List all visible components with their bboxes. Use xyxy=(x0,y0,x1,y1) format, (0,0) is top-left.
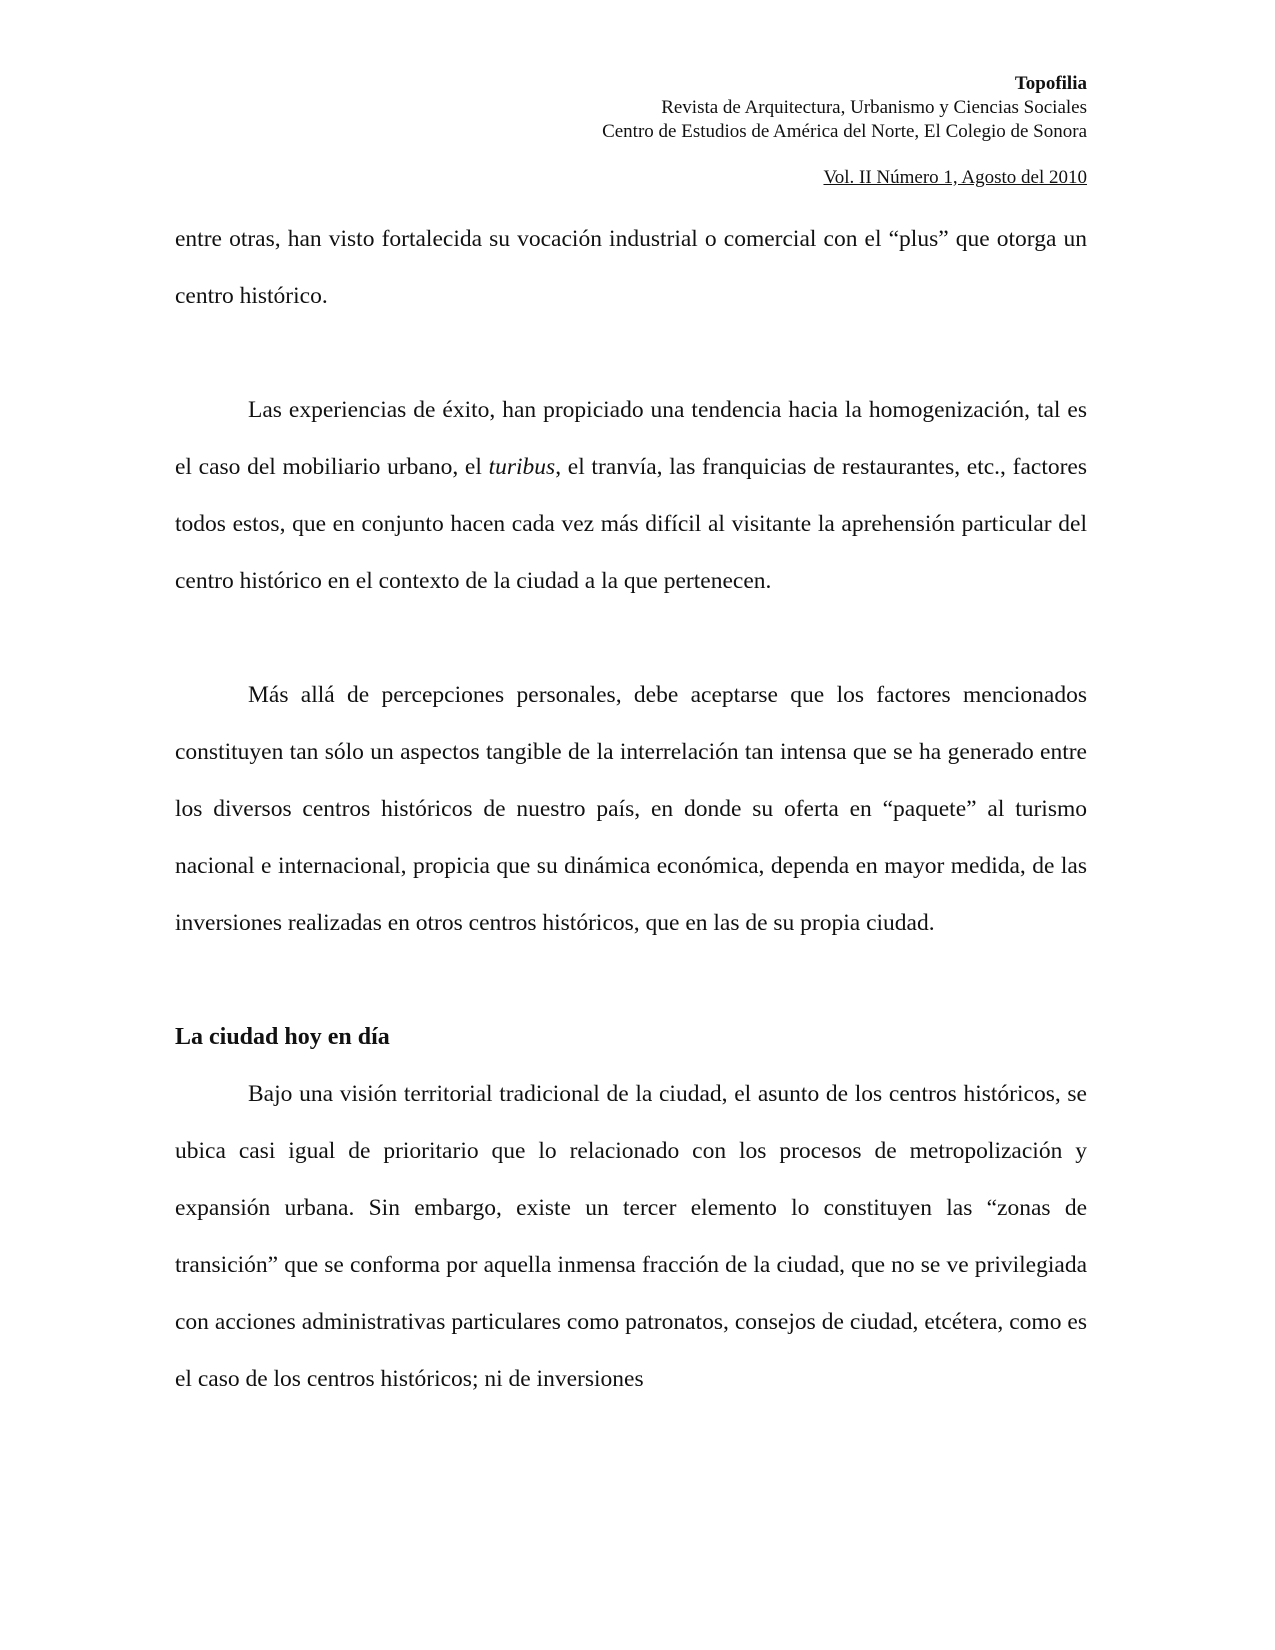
paragraph-2-text-b: , el tranvía, las franquicias de restaurantes, etc., factores todos estos, que en conjunto hacen cada vez más difícil al visitante la aprehensión particular del centro histórico en el contexto de la ciudad a la que pertenecen. xyxy=(175,454,1087,594)
paragraph-gap xyxy=(175,325,1087,382)
journal-subtitle: Revista de Arquitectura, Urbanismo y Ciencias Sociales xyxy=(661,97,1087,118)
journal-title: Topofilia xyxy=(1014,73,1087,94)
journal-institution: Centro de Estudios de América del Norte, El Colegio de Sonora xyxy=(602,121,1087,142)
paragraph-4: Bajo una visión territorial tradicional de la ciudad, el asunto de los centros históricos, se ubica casi igual de prioritario que lo relacionado con los procesos de metropolización y expansión urbana. Sin embargo, existe un tercer elemento lo constituyen las “zonas de transición” que se conforma por aquella inmensa fracción de la ciudad, que no se ve privilegiada con acciones administrativas particulares como patronatos, consejos de ciudad, etcétera, como es el caso de los centros históricos; ni de inversiones xyxy=(175,1081,1087,1392)
paragraph-1: entre otras, han visto fortalecida su vocación industrial o comercial con el “plus” que otorga un centro histórico. xyxy=(175,226,1087,309)
paragraph-gap xyxy=(175,610,1087,667)
paragraph-3: Más allá de percepciones personales, debe aceptarse que los factores mencionados constituyen tan sólo un aspectos tangible de la interrelación tan intensa que se ha generado entre los diversos centros históricos de nuestro país, en donde su oferta en “paquete” al turismo nacional e internacional, propicia que su dinámica económica, dependa en mayor medida, de las inversiones realizadas en otros centros históricos, que en las de su propia ciudad. xyxy=(175,682,1087,936)
paragraph-2-italic: turibus xyxy=(488,454,556,480)
paragraph-2 xyxy=(175,382,1087,610)
issue-info: Vol. II Número 1, Agosto del 2010 xyxy=(823,167,1087,188)
paragraph-gap xyxy=(175,952,1087,1009)
paragraph-2-text-a: Las experiencias de éxito, han propiciado una tendencia hacia la homogenización, tal es el caso del mobiliario urbano, el xyxy=(175,397,1087,480)
page-header xyxy=(602,72,1087,190)
document-body xyxy=(175,211,1087,1408)
section-heading: La ciudad hoy en día xyxy=(175,1024,390,1050)
